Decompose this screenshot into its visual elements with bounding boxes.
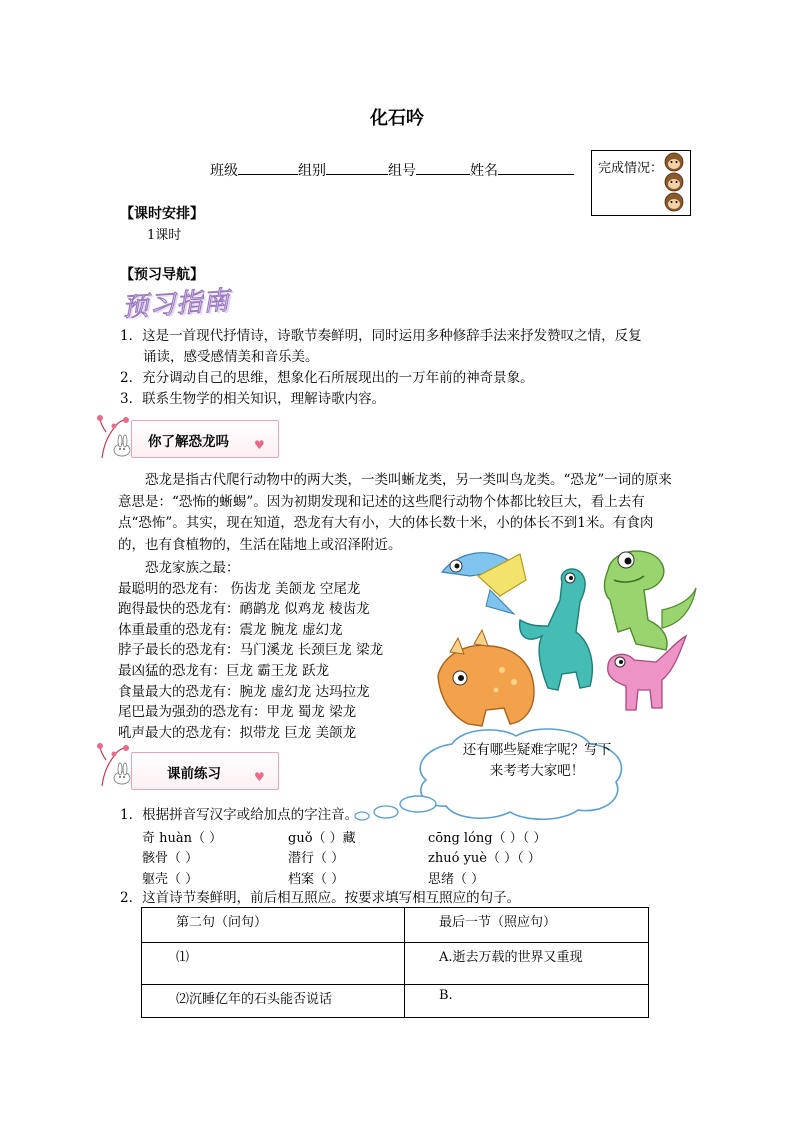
pinyin-2-1: 骸骨（ ） — [142, 851, 199, 866]
pinyin-1-2: guǒ（ ）藏 — [288, 831, 356, 846]
echo-sentences-table — [141, 907, 649, 1018]
cartoon-dinosaurs-illustration — [430, 540, 700, 740]
class-blank[interactable] — [238, 160, 298, 175]
dino-record-7: 尾巴最为强劲的恐龙有：甲龙 蜀龙 梁龙 — [118, 704, 357, 720]
question-2: 2．这首诗节奏鲜明，前后相互照应。按要求填写相互照应的句子。 — [120, 890, 521, 906]
table-row — [142, 943, 649, 985]
name-blank[interactable] — [498, 160, 574, 175]
dino-record-2: 跑得最快的恐龙有：鸸鹋龙 似鸡龙 棱齿龙 — [118, 601, 370, 617]
number-blank[interactable] — [416, 160, 470, 175]
table-cell[interactable]: ⑴ — [142, 943, 405, 985]
pinyin-1-1: 奇 huàn（ ） — [142, 831, 223, 846]
question-1: 1．根据拼音写汉字或给加点的字注音。 — [120, 807, 359, 823]
pinyin-2-2: 潜行（ ） — [288, 851, 345, 866]
table-cell[interactable]: B. — [405, 985, 649, 1018]
class-label: 班级 — [210, 163, 238, 179]
bunny-flower-icon-2 — [94, 742, 136, 790]
preview-item-1: 1．这是一首现代抒情诗，诗歌节奏鲜明，同时运用多种修辞手法来抒发赞叹之情，反复 — [120, 328, 642, 344]
preview-heading: 【预习导航】 — [120, 267, 204, 283]
group-label: 组别 — [298, 163, 326, 179]
dino-record-1: 最聪明的恐龙有： 伤齿龙 美颌龙 空尾龙 — [118, 581, 361, 597]
group-blank[interactable] — [326, 160, 388, 175]
preview-item-1-cont: 诵读，感受感情美和音乐美。 — [143, 349, 319, 365]
orange-triceratops-illustration — [438, 630, 534, 726]
table-header-cell: 最后一节（照应句） — [405, 908, 649, 943]
pinyin-2-3: zhuó yuè（ ）（ ） — [428, 851, 541, 866]
preview-item-2: 2．充分调动自己的思维，想象化石所展现出的一万年前的神奇景象。 — [120, 370, 534, 386]
dino-record-3: 体重最重的恐龙有：震龙 腕龙 虚幻龙 — [118, 622, 343, 638]
dino-family-title: 恐龙家族之最： — [145, 560, 240, 576]
table-cell[interactable]: ⑵沉睡亿年的石头能否说话 — [142, 985, 405, 1018]
pinyin-1-3: cōng lóng（ ）（ ） — [428, 831, 547, 846]
bunny-flower-icon — [94, 414, 136, 462]
preview-guide-art — [122, 283, 246, 323]
dino-record-6: 食量最大的恐龙有：腕龙 虚幻龙 达玛拉龙 — [118, 684, 370, 700]
pinyin-3-3: 思绪（ ） — [428, 872, 485, 887]
pterosaur-illustration — [442, 553, 526, 614]
practice-section-title: 课前练习 — [167, 766, 221, 782]
thought-cloud-text: 还有哪些疑难字呢？写下来考考大家吧！ — [462, 742, 612, 779]
table-cell[interactable]: A.逝去万载的世界又重现 — [405, 943, 649, 985]
table-row — [142, 985, 649, 1018]
preview-item-3: 3．联系生物学的相关知识，理解诗歌内容。 — [120, 391, 386, 407]
monkey-stack-icon — [660, 151, 688, 213]
table-header-row — [142, 908, 649, 943]
pinyin-3-1: 躯壳（ ） — [142, 872, 199, 887]
completion-status-box — [591, 150, 691, 216]
student-info-line — [210, 160, 574, 180]
preview-guide-art-text: 预习指南 — [121, 285, 232, 324]
dino-section-title: 你了解恐龙吗 — [148, 434, 229, 450]
name-label: 姓名 — [470, 163, 498, 179]
dino-record-8: 吼声最大的恐龙有：拟带龙 巨龙 美颌龙 — [118, 725, 357, 741]
status-label: 完成情况： — [598, 161, 664, 176]
schedule-value: 1课时 — [147, 228, 182, 243]
pinyin-3-2: 档案（ ） — [288, 872, 345, 887]
heart-icon: ♥ — [254, 438, 265, 452]
dino-intro-paragraph: 恐龙是指古代爬行动物中的两大类，一类叫蜥龙类，另一类叫鸟龙类。“恐龙”一词的原来意思是：“恐怖的蜥蜴”。因为初期发现和记述的这些爬行动物个体都比较巨大，看上去有点“恐怖”。其实，现在知道，恐龙有大有小，大的体长数十米，小的体长不到1米。有食肉的，也有食植物的，生活在陆地上或沼泽附近。 — [118, 472, 672, 553]
pink-dinosaur-illustration — [608, 636, 686, 710]
page-title: 化石吟 — [370, 108, 424, 129]
green-dinosaur-illustration — [605, 551, 697, 650]
heart-icon-2: ♥ — [254, 770, 265, 784]
dino-record-5: 最凶猛的恐龙有：巨龙 霸王龙 跃龙 — [118, 663, 330, 679]
table-header-cell: 第二句（问句） — [142, 908, 405, 943]
schedule-heading: 【课时安排】 — [120, 206, 204, 222]
dino-record-4: 脖子最长的恐龙有：马门溪龙 长颈巨龙 梁龙 — [118, 642, 384, 658]
number-label: 组号 — [388, 163, 416, 179]
